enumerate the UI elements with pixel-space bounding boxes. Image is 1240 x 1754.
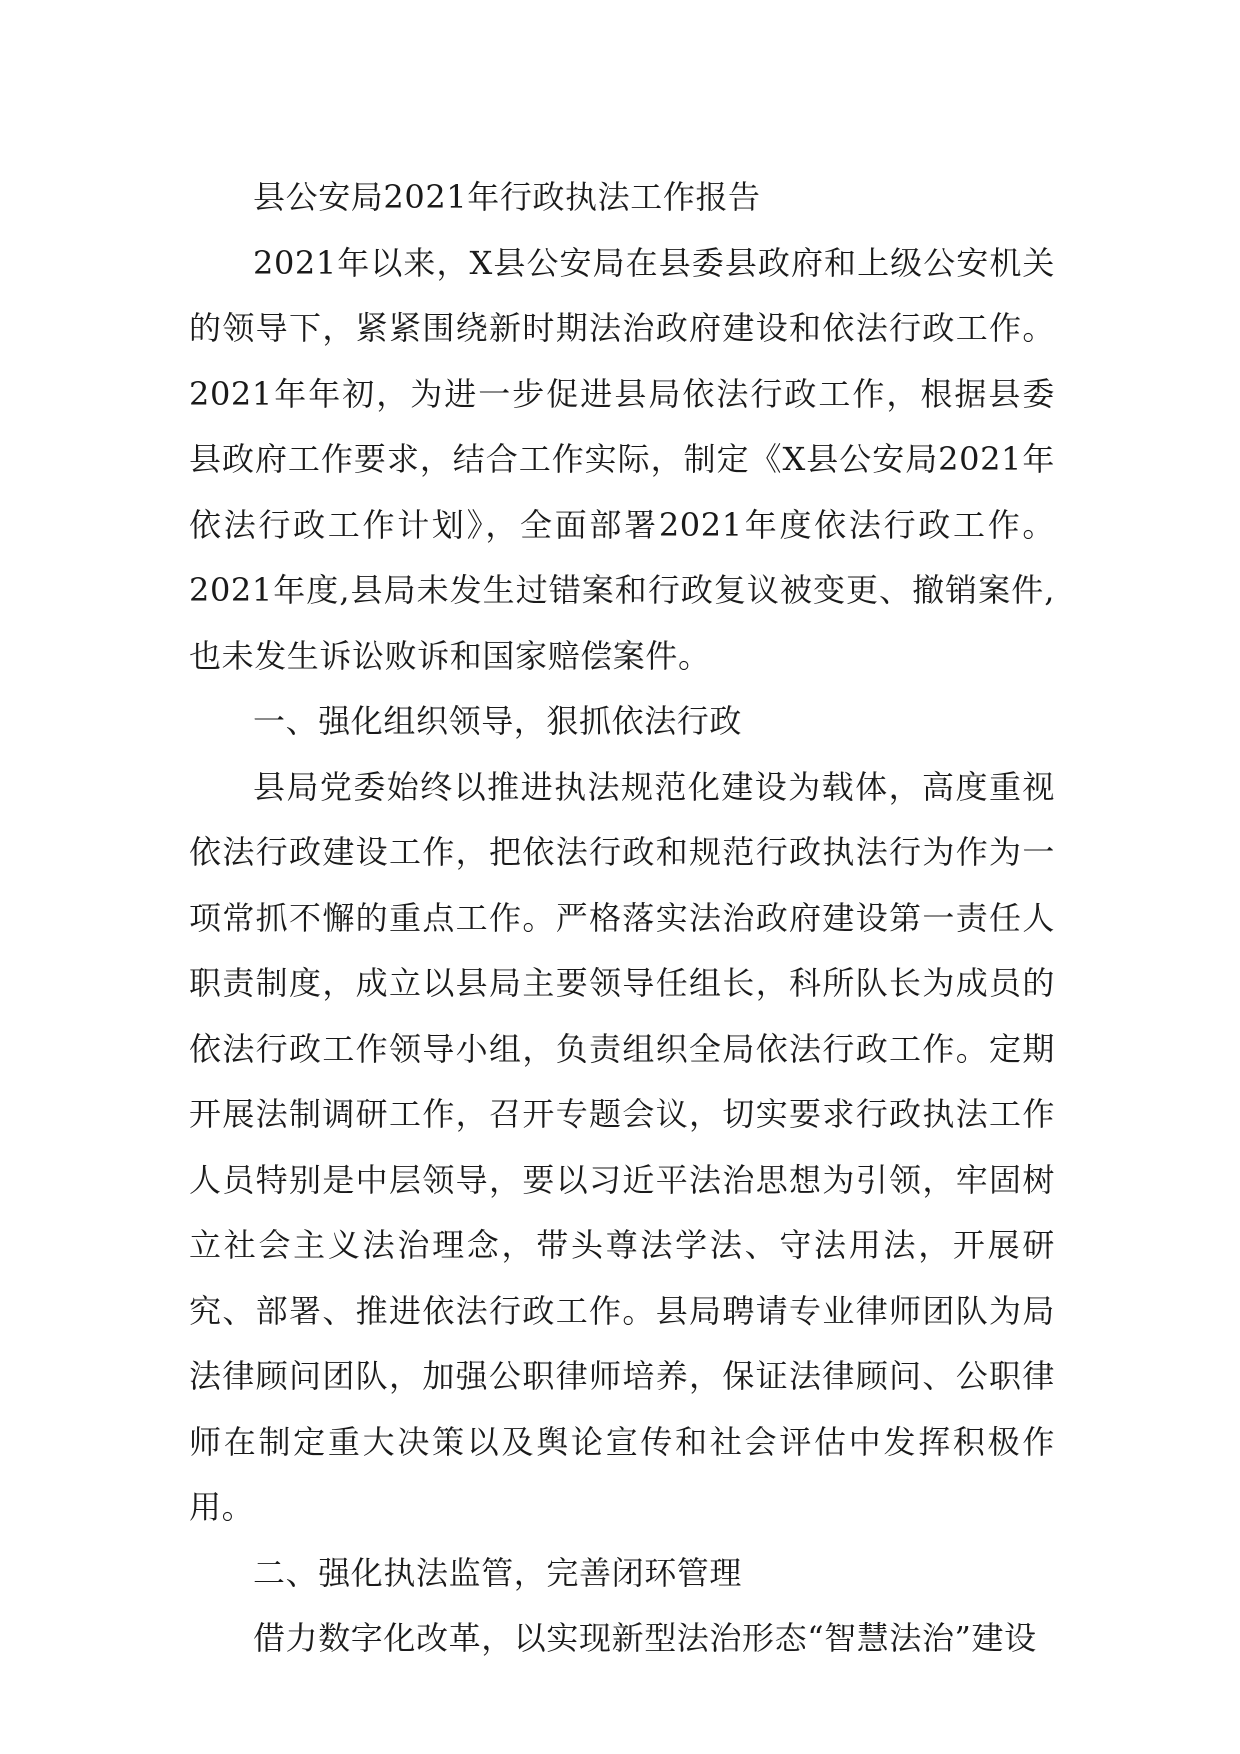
document-title: 县公安局2021年行政执法工作报告 — [253, 178, 761, 216]
section-2-paragraph: 借力数字化改革，以实现新型法治形态“智慧法治”建设 — [253, 1619, 1037, 1657]
section-heading-1: 一、强化组织领导，狠抓依法行政 — [253, 702, 743, 740]
section-heading-2: 二、强化执法监管，完善闭环管理 — [253, 1553, 743, 1592]
section-1-paragraph: 县局党委始终以推进执法规范化建设为载体，高度重视依法行政建设工作，把依法行政和规范行政执法行为作为一项常抓不懈的重点工作。严格落实法治政府建设第一责任人职责制度，成立以县局主要领导任组长，科所队长为成员的依法行政工作领导小组，负责组织全局依法行政工作。定期开展法制调研工作，召开专题会议，切实要求行政执法工作人员特别是中层领导，要以习近平法治思想为引领，牢固树立社会主义法治理念，带头尊法学法、守法用法，开展研究、部署、推进依法行政工作。县局聘请专业律师团队为局法律顾问团队，加强公职律师培养，保证法律顾问、公职律师在制定重大决策以及舆论宣传和社会评估中发挥积极作用。 — [189, 767, 1055, 1526]
document-page — [189, 165, 1055, 1672]
intro-paragraph: 2021年以来，X县公安局在县委县政府和上级公安机关的领导下，紧紧围绕新时期法治政府建设和依法行政工作。2021年年初，为进一步促进县局依法行政工作，根据县委县政府工作要求，结合工作实际，制定《X县公安局2021年依法行政工作计划》，全面部署2021年度依法行政工作。2021年度,县局未发生过错案和行政复议被变更、撤销案件,也未发生诉讼败诉和国家赔偿案件。 — [189, 243, 1055, 675]
